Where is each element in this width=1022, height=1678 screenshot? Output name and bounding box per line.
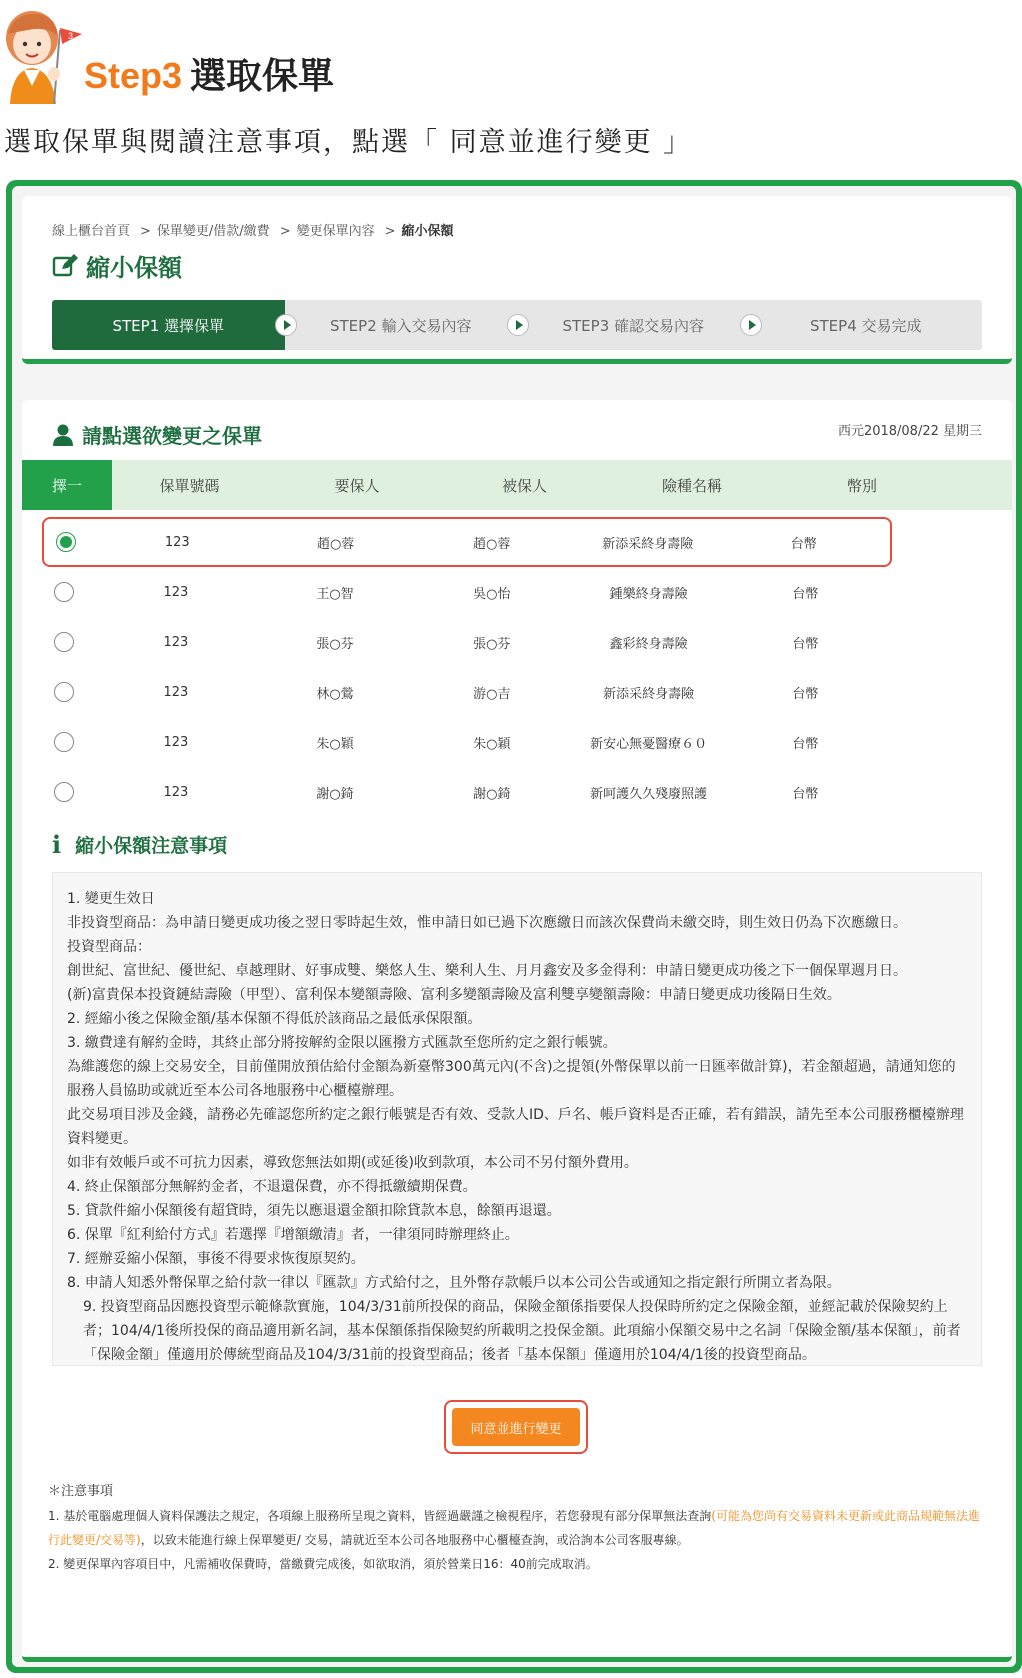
currency-cell: 台幣 xyxy=(792,636,819,652)
step-arrow-icon xyxy=(275,314,297,336)
footer-note-2: 2. 變更保單內容項目中，凡需補收保費時，當繳費完成後，如欲取消，須於營業日16：40前完成取消。 xyxy=(48,1557,598,1571)
breadcrumb-separator: > xyxy=(279,224,291,239)
select-cell[interactable] xyxy=(42,632,87,652)
product-cell: 新安心無憂醫療６０ xyxy=(590,736,708,752)
info-icon: i xyxy=(52,830,62,859)
proposer-cell: 趙○蓉 xyxy=(316,536,355,552)
notice-line: 如非有效帳戶或不可抗力因素，導致您無法如期(或延後)收到款項，本公司不另付額外費用。 xyxy=(67,1155,638,1171)
step-progress xyxy=(52,300,982,350)
breadcrumb-item-current: 縮小保額 xyxy=(401,224,454,239)
policy-no-cell: 123 xyxy=(164,534,190,550)
step-4-label: STEP4 交易完成 xyxy=(809,316,922,335)
notice-line: 9. 投資型商品因應投資型示範條款實施，104/3/31前所投保的商品，保險金額係指要保人投保時所約定之保險金額，並經記載於保險契約上者；104/4/1後所投保的商品適用新名詞，基本保額係指保險契約所載明之投保金額。此項縮小保額交易中之名詞「保險金額/基本保額」，前者「保險金額」僅適用於傳統型商品及104/3/31前的投資型商品；後者「基本保額」僅適用於104/4/1後的投資型商品。 xyxy=(83,1299,961,1363)
select-cell[interactable] xyxy=(42,732,87,752)
footer-notes-heading: ＊注意事項 xyxy=(48,1484,114,1499)
footer-note-1-suffix: ，以致未能進行線上保單變更/ 交易，請就近至本公司各地服務中心櫃檯查詢，或洽詢本公司客服專線。 xyxy=(140,1533,689,1547)
policy-section-title-text: 請點選欲變更之保單 xyxy=(82,424,262,448)
policy-table-body xyxy=(42,517,892,817)
agree-and-proceed-button[interactable]: 同意並進行變更 xyxy=(452,1408,580,1446)
proposer-cell: 張○芬 xyxy=(316,636,354,652)
currency-cell: 台幣 xyxy=(792,586,819,602)
table-row[interactable] xyxy=(42,617,892,667)
notice-line: 7. 經辦妥縮小保額，事後不得要求恢復原契約。 xyxy=(67,1251,365,1267)
policy-card xyxy=(22,400,1012,1662)
footer-notes xyxy=(48,1480,988,1576)
step-2 xyxy=(285,300,518,350)
step-arrow-icon xyxy=(507,314,529,336)
select-cell[interactable] xyxy=(42,782,87,802)
breadcrumb-item-change[interactable]: 變更保單內容 xyxy=(296,224,375,239)
step-3 xyxy=(517,300,750,350)
currency-cell: 台幣 xyxy=(790,536,817,552)
notice-line: 為維護您的線上交易安全，目前僅開放預估給付金額為新臺幣300萬元內(不含)之提領(外幣保單以前一日匯率做計算)，若金額超過，請通知您的服務人員協助或就近至本公司各地服務中心櫃檯辦理。 xyxy=(67,1059,956,1099)
policy-radio[interactable] xyxy=(54,632,74,652)
step-2-label: STEP2 輸入交易內容 xyxy=(329,316,472,335)
table-row[interactable] xyxy=(42,667,892,717)
policy-radio[interactable] xyxy=(54,582,74,602)
step-3-label: STEP3 確認交易內容 xyxy=(562,316,705,335)
instruction-subtitle: 選取保單與閱讀注意事項，點選「 同意並進行變更 」 xyxy=(4,127,693,158)
notice-line: 6. 保單『紅利給付方式』若選擇『增額繳清』者，一律須同時辦理終止。 xyxy=(67,1227,519,1243)
column-header-proposer: 要保人 xyxy=(334,476,380,495)
notice-line: 2. 經縮小後之保險金額/基本保額不得低於該商品之最低承保限額。 xyxy=(67,1011,482,1027)
user-icon xyxy=(52,424,74,446)
product-cell: 新添采終身壽險 xyxy=(602,536,694,552)
column-header-currency: 幣別 xyxy=(846,476,877,495)
insured-cell: 趙○蓉 xyxy=(473,536,511,552)
page-title-text: 縮小保額 xyxy=(86,254,182,282)
table-row[interactable] xyxy=(42,767,892,817)
edit-icon xyxy=(52,254,78,278)
policy-no-cell: 123 xyxy=(163,584,189,600)
footer-note-1-highlight: (可能為您尚有交易資料未更新或此商品規範無法進行此變更/交易等) xyxy=(48,1509,980,1547)
screenshot-frame xyxy=(6,180,1022,1673)
select-cell[interactable] xyxy=(44,532,89,552)
table-row[interactable] xyxy=(42,717,892,767)
footer-note-1-text: 1. 基於電腦處理個人資料保護法之規定，各項線上服務所呈現之資料，皆經過嚴謹之檢視程序，若您發現有部分保單無法查詢 xyxy=(48,1509,712,1523)
breadcrumb-separator: > xyxy=(140,224,151,239)
proposer-cell: 王○智 xyxy=(316,586,354,602)
product-cell: 新添采終身壽險 xyxy=(603,686,695,702)
breadcrumb-separator: > xyxy=(384,224,396,239)
footer-note-1 xyxy=(48,1504,988,1552)
currency-cell: 台幣 xyxy=(792,786,819,802)
policy-no-cell: 123 xyxy=(163,634,189,650)
notice-line: 投資型商品： xyxy=(67,939,151,955)
product-cell: 鍾樂終身壽險 xyxy=(609,586,688,602)
notice-line: 3. 繳費達有解約金時，其終止部分將按解約金限以匯撥方式匯款至您所約定之銀行帳號。 xyxy=(67,1035,617,1051)
policy-no-cell: 123 xyxy=(163,684,189,700)
notice-line: 非投資型商品：為申請日變更成功後之翌日零時起生效，惟申請日如已過下次應繳日而該次保費尚未繳交時，則生效日仍為下次應繳日。 xyxy=(67,915,907,931)
policy-no-cell: 123 xyxy=(163,784,189,800)
proposer-cell: 朱○穎 xyxy=(316,736,354,752)
flag-number: 3 xyxy=(68,31,74,41)
breadcrumb-item-home[interactable]: 線上櫃台首頁 xyxy=(52,224,131,239)
proposer-cell: 謝○錡 xyxy=(316,786,354,802)
notice-title-text: 縮小保額注意事項 xyxy=(75,835,228,857)
notice-content xyxy=(52,872,982,1366)
notice-line: 4. 終止保額部分無解約金者，不退還保費，亦不得抵繳續期保費。 xyxy=(67,1179,477,1195)
policy-radio[interactable] xyxy=(54,682,74,702)
column-header-select: 擇一 xyxy=(22,460,112,510)
column-header-insured: 被保人 xyxy=(501,476,547,495)
notice-line: 創世紀、富世紀、優世紀、卓越理財、好事成雙、樂悠人生、樂利人生、月月鑫安及多金得利：申請日變更成功後之下一個保單週月日。 xyxy=(67,963,907,979)
table-row[interactable] xyxy=(42,517,892,567)
notice-line: 此交易項目涉及金錢，請務必先確認您所約定之銀行帳號是否有效、受款人ID、戶名、帳戶資料是否正確，若有錯誤，請先至本公司服務櫃檯辦理資料變更。 xyxy=(67,1107,964,1147)
currency-cell: 台幣 xyxy=(792,736,819,752)
notice-line: 5. 貸款件縮小保額後有超貸時，須先以應退還金額扣除貸款本息，餘額再退還。 xyxy=(67,1203,561,1219)
product-cell: 新呵護久久殘廢照護 xyxy=(590,786,708,802)
current-date: 西元2018/08/22 星期三 xyxy=(837,424,982,439)
table-row[interactable] xyxy=(42,567,892,617)
step-title-text: 選取保單 xyxy=(190,56,335,97)
select-cell[interactable] xyxy=(42,682,87,702)
notice-line: 8. 申請人知悉外幣保單之給付款一律以『匯款』方式給付之，且外幣存款帳戶以本公司公告或通知之指定銀行所開立者為限。 xyxy=(67,1275,841,1291)
currency-cell: 台幣 xyxy=(792,686,819,702)
step-1 xyxy=(52,300,285,350)
insured-cell: 吳○怡 xyxy=(473,586,511,602)
frame-inner xyxy=(12,186,1016,1667)
policy-table-header xyxy=(22,460,1012,510)
policy-section-title xyxy=(52,420,262,449)
step-1-label: STEP1 選擇保單 xyxy=(112,316,225,335)
policy-radio[interactable] xyxy=(54,782,74,802)
column-header-policy-no: 保單號碼 xyxy=(159,476,220,495)
page-header xyxy=(0,0,1022,170)
insured-cell: 朱○穎 xyxy=(473,736,511,752)
insured-cell: 游○吉 xyxy=(473,686,511,702)
product-cell: 鑫彩終身壽險 xyxy=(609,636,688,652)
step-arrow-icon xyxy=(740,314,762,336)
notice-line: 1. 變更生效日 xyxy=(67,891,155,907)
notice-line: (新)富貴保本投資鏈結壽險（甲型）、富利保本變額壽險、富利多變額壽險及富利雙享變額壽險：申請日變更成功後隔日生效。 xyxy=(67,987,841,1003)
mascot-illustration xyxy=(2,4,84,104)
select-cell[interactable] xyxy=(42,582,87,602)
policy-radio-selected[interactable] xyxy=(56,532,76,552)
proposer-cell: 林○鶯 xyxy=(316,686,354,702)
insured-cell: 謝○錡 xyxy=(473,786,511,802)
insured-cell: 張○芬 xyxy=(473,636,511,652)
agree-button-highlight xyxy=(444,1400,588,1454)
header-card xyxy=(22,196,1012,364)
step-4 xyxy=(750,300,983,350)
column-header-product: 險種名稱 xyxy=(661,476,722,495)
step-label: Step3 xyxy=(84,55,183,96)
policy-no-cell: 123 xyxy=(163,734,189,750)
breadcrumb-item-service[interactable]: 保單變更/借款/繳費 xyxy=(156,224,270,239)
step-heading xyxy=(84,48,334,99)
policy-radio[interactable] xyxy=(54,732,74,752)
notice-title xyxy=(52,830,227,859)
page-title xyxy=(52,248,182,283)
breadcrumb xyxy=(52,220,458,239)
